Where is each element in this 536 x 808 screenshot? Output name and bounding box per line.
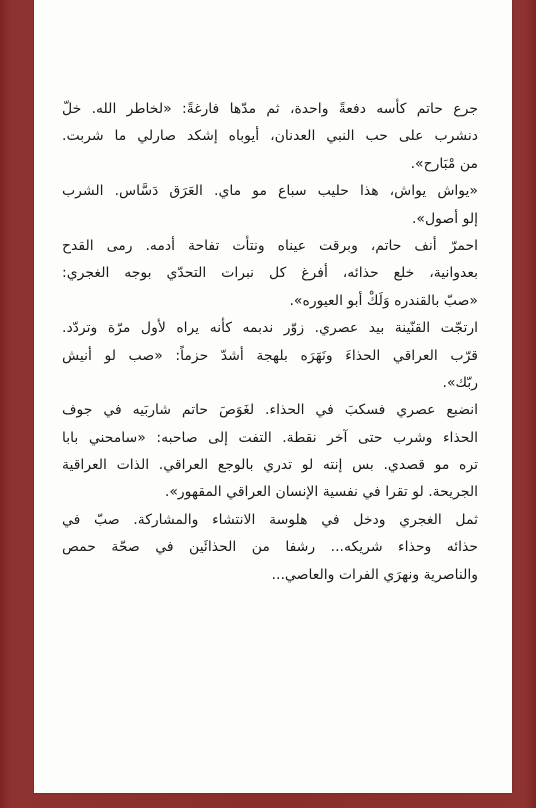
- text-line: «يواش يواش، هذا حليب سباع مو ماي. العَرَق دَسَّاس. الشرب: [62, 183, 478, 200]
- text-line: حذائه وحذاء شريكه... رشفا من الحذائَين في صحّة حمص: [62, 539, 478, 556]
- book-page: [34, 0, 512, 793]
- text-line: انضبع عصري فسكبَ في الحذاء. لغَوَصَ حاتم شاربَيه في جوف: [62, 402, 478, 419]
- text-line: من مْبَارح».: [410, 155, 478, 172]
- text-line: ثمل الغجري ودخل في هلوسة الانتشاء والمشاركة. صبّ في: [62, 511, 478, 528]
- text-line: جرع حاتم كأسه دفعةً واحدة، ثم مدّها فارغةً: «لخاطر الله. خلّ: [62, 101, 478, 117]
- text-line: قرّب العراقي الحذاءَ ونَهَرَه بلهجة أشدّ حزماً: «صب لو أنيش: [62, 347, 478, 364]
- text-line: «صبّ بالقندره وَلَكْ أبو العيوره».: [289, 292, 478, 309]
- text-line: الجريحة. لو تقرا في نفسية الإنسان العراقي المقهور».: [164, 484, 478, 501]
- text-line: ارتجّت القنّينة بيد عصري. زوّر ندبمه كأنه يراه لأول مرّة وتردّد.: [62, 320, 478, 337]
- text-line: دنشرب على حب النبي العدنان، أيوباه إشكد صارلي ما شربت.: [62, 128, 478, 145]
- text-line: إلو أصول».: [411, 210, 478, 227]
- text-line: احمرّ أنف حاتم، وبرقت عيناه ونتأت تفاحة أدمه. رمى القدح: [62, 237, 478, 254]
- text-line: بعدوانية، خلع حذائه، أفرغ كل نبرات التحدّي بوجه الغجري:: [62, 265, 478, 282]
- text-line: ربّك».: [442, 374, 478, 391]
- text-line: الحذاء وشرب حتى آخر نقطة. التفت إلى صاحبه: «سامحني بابا: [62, 429, 478, 446]
- text-block: [62, 96, 478, 589]
- text-line: تره مو قصدي. بس إنته لو تدري بالوجع العراقي. الذات العراقية: [62, 457, 478, 474]
- text-line: والناصرية ونهرَي الفرات والعاصي...: [271, 566, 478, 583]
